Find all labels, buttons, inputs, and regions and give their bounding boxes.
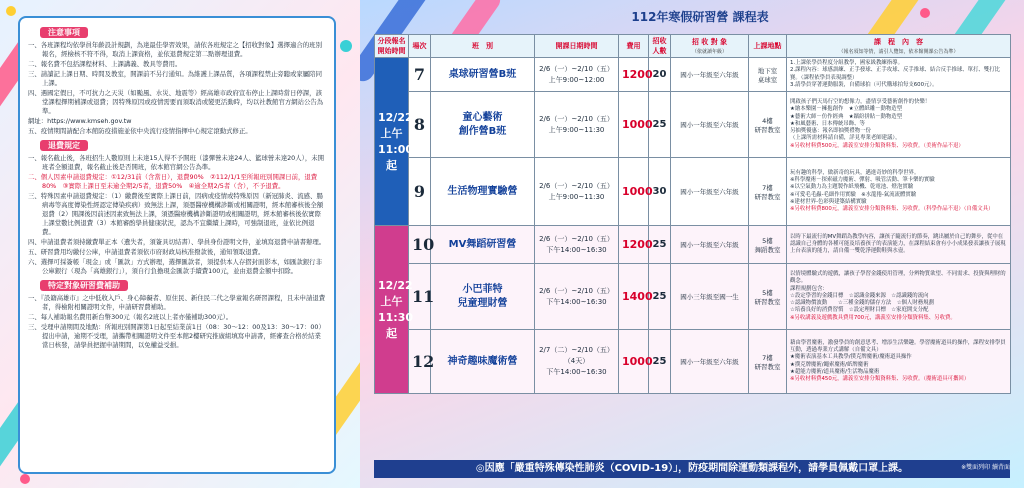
class-location bbox=[749, 264, 787, 330]
content-line: 以情境體驗式的遊戲，讓孩子學習金錢使用管理，分辨物質欲望、不同需求、投資與理財的觀念。 bbox=[790, 271, 1006, 285]
location-line: 地下室 bbox=[757, 66, 778, 75]
signup-clock: 11:00 bbox=[378, 142, 414, 156]
class-location bbox=[749, 330, 787, 394]
class-name-line: 桌球研習營B班 bbox=[448, 68, 517, 80]
header-class: 班 別 bbox=[431, 35, 535, 58]
session-number: 10 bbox=[409, 226, 431, 264]
signup-time-morning-1 bbox=[375, 58, 414, 226]
header-target bbox=[671, 35, 749, 58]
header-fee: 費用 bbox=[619, 35, 649, 58]
covid-notice-bar: ◎因應「嚴重特殊傳染性肺炎（COVID-19）」，防疫期間除運動類課程外，請學員佩戴口罩上課。 bbox=[374, 460, 1010, 478]
content-line: ★藝術大師－仿作經典 ★繽紛拼貼－動物造型 bbox=[790, 113, 903, 120]
note-item: 四、遇國定假日，不可抗力之天災（如颱風、水災、地震等）經高雄市政府宣布停止上課時當日停課，該堂課程擇期補課或退費；因特殊原因或疫情需要而須取消或變更活動時，均以社教館官方網站公告為準。 bbox=[28, 89, 324, 115]
class-name bbox=[431, 264, 535, 330]
header-dates: 開課日期時間 bbox=[535, 35, 619, 58]
table-row bbox=[375, 226, 1011, 264]
subsidy-item: 二、每人補助報名費用新台幣300元（報名2班以上者亦僅補助300元）。 bbox=[28, 313, 233, 321]
header-session: 場次 bbox=[409, 35, 431, 58]
schedule-table bbox=[374, 34, 1011, 394]
class-name bbox=[431, 158, 535, 226]
class-fee: 1000 bbox=[619, 330, 649, 394]
class-dates bbox=[535, 58, 619, 92]
class-dates bbox=[535, 330, 619, 394]
signup-start: 起 bbox=[386, 326, 397, 340]
class-fee: 1200 bbox=[619, 58, 649, 92]
time-range: 上午9:00~11:30 bbox=[548, 125, 605, 134]
class-content bbox=[787, 264, 1011, 330]
header-time: 分段報名開始時間 bbox=[375, 35, 409, 58]
content-line: 以時下最流行的MV舞蹈為教學內容，讓孩子隨流行的節奏，跳出屬於自己的舞步，從中在認識自己身體的各種可能及培養孩子的表演能力，在課程結束會有小小成果發表讓孩子展現上台表演的能力，請自備一雙乾淨運動鞋與水壺。 bbox=[790, 233, 1006, 255]
decor-dot bbox=[340, 40, 352, 52]
location-line: 研習教室 bbox=[754, 362, 781, 371]
class-content bbox=[787, 158, 1011, 226]
class-name bbox=[431, 92, 535, 158]
table-row bbox=[375, 264, 1011, 330]
date-range: 2/6（一）~2/10（五） bbox=[539, 64, 614, 73]
session-number: 8 bbox=[409, 92, 431, 158]
class-target: 國小一年級至六年級 bbox=[671, 330, 749, 394]
subsidy-item: 一、『設籍高雄市』之中低收入戶、身心障礙者、原住民、新住民二代之學童報名研習課程，且未申請退費者，得檢附相關證明文件，申請研習費補助。 bbox=[28, 294, 326, 311]
content-line: ★和風藝術、日本傳統吊飾、等 bbox=[790, 120, 865, 127]
class-location bbox=[749, 92, 787, 158]
class-name-line: MV舞蹈研習營 bbox=[448, 238, 517, 250]
class-name bbox=[431, 226, 535, 264]
content-line: ★超能力魔術/道具魔術/生活物品魔術 bbox=[790, 368, 880, 375]
table-header-row bbox=[375, 35, 1011, 58]
class-fee: 1000 bbox=[619, 92, 649, 158]
class-target: 國小一年級至六年級 bbox=[671, 92, 749, 158]
class-name bbox=[431, 58, 535, 92]
class-content bbox=[787, 226, 1011, 264]
signup-date: 12/22 bbox=[378, 278, 413, 292]
signup-date: 12/22 bbox=[378, 110, 413, 124]
content-line: ※另收材料費450元，講義室安排分類資料集、另收費。（魔術道具可攜回） bbox=[790, 375, 970, 382]
content-line: ☆認識物價波動 ☆三種金錢的儲存方法 ☆個人財務規劃 bbox=[790, 300, 934, 307]
location-line: 4樓 bbox=[762, 116, 773, 125]
signup-start: 起 bbox=[386, 158, 397, 172]
class-name-line: 神奇趣味魔術營 bbox=[447, 355, 518, 367]
time-range: 下午14:00~16:30 bbox=[546, 245, 607, 254]
table-row bbox=[375, 58, 1011, 92]
class-target: 國小三年級至國一生 bbox=[671, 264, 749, 330]
class-dates bbox=[535, 226, 619, 264]
class-content bbox=[787, 92, 1011, 158]
header-count: 招收人數 bbox=[649, 35, 671, 58]
content-line: ☆設定學習的金錢目標 ☆認識金錢來源 ☆認識錢的流向 bbox=[790, 292, 929, 299]
signup-time-morning-2 bbox=[375, 226, 414, 394]
class-fee: 1000 bbox=[619, 158, 649, 226]
location-line: 5樓 bbox=[762, 236, 773, 245]
class-count: 25 bbox=[649, 264, 671, 330]
section-heading-refund: 退費規定 bbox=[40, 140, 88, 151]
signup-clock: 11:30 bbox=[378, 310, 414, 324]
location-line: 研習教室 bbox=[754, 125, 781, 134]
note-item: 五、疫情期間請配合本館防疫措施並依中央流行疫情指揮中心規定滾動式修正。 bbox=[28, 127, 252, 135]
table-row bbox=[375, 330, 1011, 394]
note-item: 一、各班課程均依學員年齡設計規劃，為達最佳學習效果，請依各班規定之【招收對象】選擇適合的班別報名，經檢核不符不得，取消上課資格，並依退費規定第二點辦理退費。 bbox=[28, 41, 322, 58]
content-line: ★繪本樂園－擁抱創作 ★立體紙雕－動物造型 bbox=[790, 106, 903, 113]
content-line: 1.上課依學員程度分組教學，國家級教練指導。 bbox=[790, 60, 903, 67]
class-fee: 1200 bbox=[619, 226, 649, 264]
class-location bbox=[749, 158, 787, 226]
class-name-line: 童心藝術 bbox=[462, 111, 503, 123]
class-count: 25 bbox=[649, 92, 671, 158]
content-line: （上課所需材料請自備，詳見專業老師建議）， bbox=[790, 135, 901, 142]
class-location bbox=[749, 226, 787, 264]
location-line: 研習教室 bbox=[754, 192, 781, 201]
notice-card bbox=[18, 16, 336, 474]
session-number: 11 bbox=[409, 264, 431, 330]
header-content-label: 課 程 內 容 bbox=[874, 38, 923, 46]
class-dates bbox=[535, 158, 619, 226]
content-line: ★撲克牌魔術/繩索魔術/紙牌魔術 bbox=[790, 361, 869, 368]
location-line: 5樓 bbox=[762, 288, 773, 297]
class-name-line: 小巴菲特 bbox=[462, 283, 503, 295]
header-target-label: 招 收 對 象 bbox=[691, 38, 728, 46]
header-target-note: （依就讀年級） bbox=[691, 49, 727, 55]
content-line: 2.課程內容：球感訓練、正手發球、正手攻球、反手推球、結合反手推球、單打、雙打比賽。（課程依學員表現調整） bbox=[790, 67, 1000, 81]
date-range: 2/6（一）~2/10（五） bbox=[539, 181, 614, 190]
header-content-note: （報名須知等情，請引人覽知，依本館開課公告為準） bbox=[838, 49, 959, 55]
header-content bbox=[787, 35, 1011, 58]
subsidy-item: 三、受理申請期間及地點：所報班別開課第1日起至結業前1日（08：30～12：00及13：30～17：00）提出申請，逾期不受理，請攜帶相關證明文件至本館2樓研究推廣組填寫申請書，經審查合格於結業當日核發，請學員把握申請期間，以免權益受損。 bbox=[28, 323, 325, 349]
class-count: 30 bbox=[649, 158, 671, 226]
date-range: 2/6（一）~2/10（五） bbox=[539, 286, 614, 295]
class-dates bbox=[535, 92, 619, 158]
day-count: （4天） bbox=[563, 357, 590, 365]
content-line: ※另收材料費500元，講義室安排分類資料集、另收費。（美術作品不退） bbox=[790, 142, 964, 149]
section-heading-subsidy: 特定對象研習費補助 bbox=[40, 280, 128, 291]
content-line: 玩有趣的科學，做新奇的玩具，邁進奇妙的科學世界。 bbox=[790, 169, 920, 176]
date-range: 2/6（一）~2/10（五） bbox=[539, 234, 614, 243]
location-line: 桌球室 bbox=[757, 75, 778, 84]
table-row bbox=[375, 158, 1011, 226]
content-line: ※另收講義及遊戲教具費用700元，講義室安排分類資料集、另收費。 bbox=[790, 314, 956, 321]
note-item: 三、請讀記上課日期、時間及教室，開課前不另行通知。為維護上課品質，各項課程禁止旁聽或家屬陪同上課。 bbox=[28, 70, 322, 87]
refund-item: 二、個人因素申請退費規定：①12/31前（含當日），退費90% ②112/1/1至所報班別開課日前，退費80% ③實際上課日至未逾全期2/5者，退費50% ④逾全期2/5者（含），不予退費。 bbox=[28, 173, 318, 190]
session-number: 12 bbox=[409, 330, 431, 394]
session-number: 9 bbox=[409, 158, 431, 226]
class-count: 25 bbox=[649, 226, 671, 264]
time-range: 下午14:00~16:30 bbox=[546, 297, 607, 306]
refund-item: 四、申請退費者須持繳費單正本（遺失者，須簽具切結書）、學員身份證明文件，並填寫退費申請書辦理。 bbox=[28, 238, 326, 246]
content-line: ※科學魔術－探索磁力魔術、彈射、吸管活動、筆卡樂的實驗 bbox=[790, 177, 935, 184]
refund-item: 一、報名截止後，各班招生人數原則上未達15人得不予開班（漆彈營未達24人、籃球營未達20人），未開班者全額退費，報名截止後是否開班，依本館官網公告為準。 bbox=[28, 154, 324, 171]
content-line: 另抽獎優惠：報名即抽獎禮物一份 bbox=[790, 128, 871, 135]
section-heading-notes: 注意事項 bbox=[40, 27, 88, 38]
session-number: 7 bbox=[409, 58, 431, 92]
decor-dot bbox=[20, 474, 30, 484]
class-name-line: 兒童理財營 bbox=[457, 297, 508, 309]
refund-item: 六、選擇可採簽帳「現金」或「匯款」方式辦理，選擇匯款者，須提供本人存摺封面影本，如匯款銀行非公庫銀行（現為「高雄銀行」），須自行負擔現金匯款手續費100元，並由退費金額中扣除。 bbox=[28, 258, 322, 275]
location-line: 研習教室 bbox=[754, 297, 781, 306]
class-name-line: 生活物理實驗營 bbox=[447, 185, 518, 197]
website-url[interactable]: 網址：https://www.kmseh.gov.tw bbox=[28, 117, 132, 125]
content-line: ※以空氣動力為主題製作紙飛機、乾電池、燈泡實驗 bbox=[790, 184, 914, 191]
time-range: 下午14:00~16:30 bbox=[546, 368, 607, 376]
content-line: 課程規劃包含： bbox=[790, 285, 828, 292]
class-target: 國小一年級至六年級 bbox=[671, 58, 749, 92]
content-line: ★魔術表演基本工具教學/撲克牌魔術/魔術道具操作 bbox=[790, 354, 912, 361]
time-range: 上午9:00~11:30 bbox=[548, 192, 605, 201]
header-location: 上課地點 bbox=[749, 35, 787, 58]
table-row bbox=[375, 92, 1011, 158]
date-range: 2/6（一）~2/10（五） bbox=[539, 114, 614, 123]
signup-period: 上午 bbox=[380, 126, 403, 140]
location-line: 舞蹈教室 bbox=[754, 245, 781, 254]
content-line: 3.請學員穿著運動服裝，自備球拍（可代購球拍每支600元）。 bbox=[790, 81, 938, 88]
signup-period: 上午 bbox=[380, 294, 403, 308]
note-item: 二、報名費不包括課程材料、上課講義、教具等費用。 bbox=[28, 60, 182, 68]
print-note: ※雙面列印 續背面 bbox=[961, 464, 1010, 471]
class-target: 國小一年級至六年級 bbox=[671, 158, 749, 226]
decor-dot bbox=[6, 6, 16, 16]
class-content bbox=[787, 58, 1011, 92]
class-location bbox=[749, 58, 787, 92]
content-line: ※建材世界-色彩與建築結構實驗 bbox=[790, 198, 867, 205]
class-name bbox=[431, 330, 535, 394]
content-line: 開啟孩子們天馬行空的想像力，盡情享受藝術創作的快樂！ bbox=[790, 99, 931, 106]
refund-item: 五、研習費用均繳付公庫，申請退費者須依市府財政局核准撥款後，通知領取退費。 bbox=[28, 248, 265, 256]
class-content bbox=[787, 330, 1011, 394]
decor-dot bbox=[920, 8, 930, 18]
class-target: 國小一年級至六年級 bbox=[671, 226, 749, 264]
class-count: 20 bbox=[649, 58, 671, 92]
content-line: ※可愛毛毛蟲-毛細作用實驗 ※水龍捲-氣流流體實驗 bbox=[790, 191, 917, 198]
time-range: 上午9:00~12:00 bbox=[548, 75, 605, 84]
content-line: ☆培養良好的消費習慣 ☆設定理財目標 ☆家庭開支分配 bbox=[790, 307, 929, 314]
refund-item: 三、特殊因素申請退費規定：（1）繳費後至實際上課日前，因病或疫情或特殊原因（新冠肺炎、流感、腸病毒等高度傳染性經認定傳染疾病）致無法上課，須憑醫療機構診斷或相關證明，經本館審核後全額退費（2）開課後因前述因素致無法上課，須憑醫療機構診斷證明或相關證明，經本館審核後依實際上課堂數比例退費（3）本館審酌學員健康狀況，認為不宜繼續上課時，可強制退班，並依比例退費。 bbox=[28, 192, 324, 236]
content-line: 藉由學習魔術，激發學員的創意思考、增添生活樂趣。學習魔術道具的操作，課程安排學員互動，透過專業方式講解（自備文具） bbox=[790, 339, 1006, 354]
schedule-title: 112年寒假研習營 課程表 bbox=[631, 10, 769, 24]
content-line: ※另收材料費800元，講義室安排分類資料集、另收費。（科學作品不退）（自備文具） bbox=[790, 205, 994, 212]
class-fee: 1400 bbox=[619, 264, 649, 330]
date-range: 2/7（二）~2/10（五） bbox=[539, 346, 614, 354]
class-dates bbox=[535, 264, 619, 330]
location-line: 7樓 bbox=[762, 183, 773, 192]
class-name-line: 創作營B班 bbox=[458, 125, 507, 137]
location-line: 7樓 bbox=[762, 353, 773, 362]
class-count: 25 bbox=[649, 330, 671, 394]
